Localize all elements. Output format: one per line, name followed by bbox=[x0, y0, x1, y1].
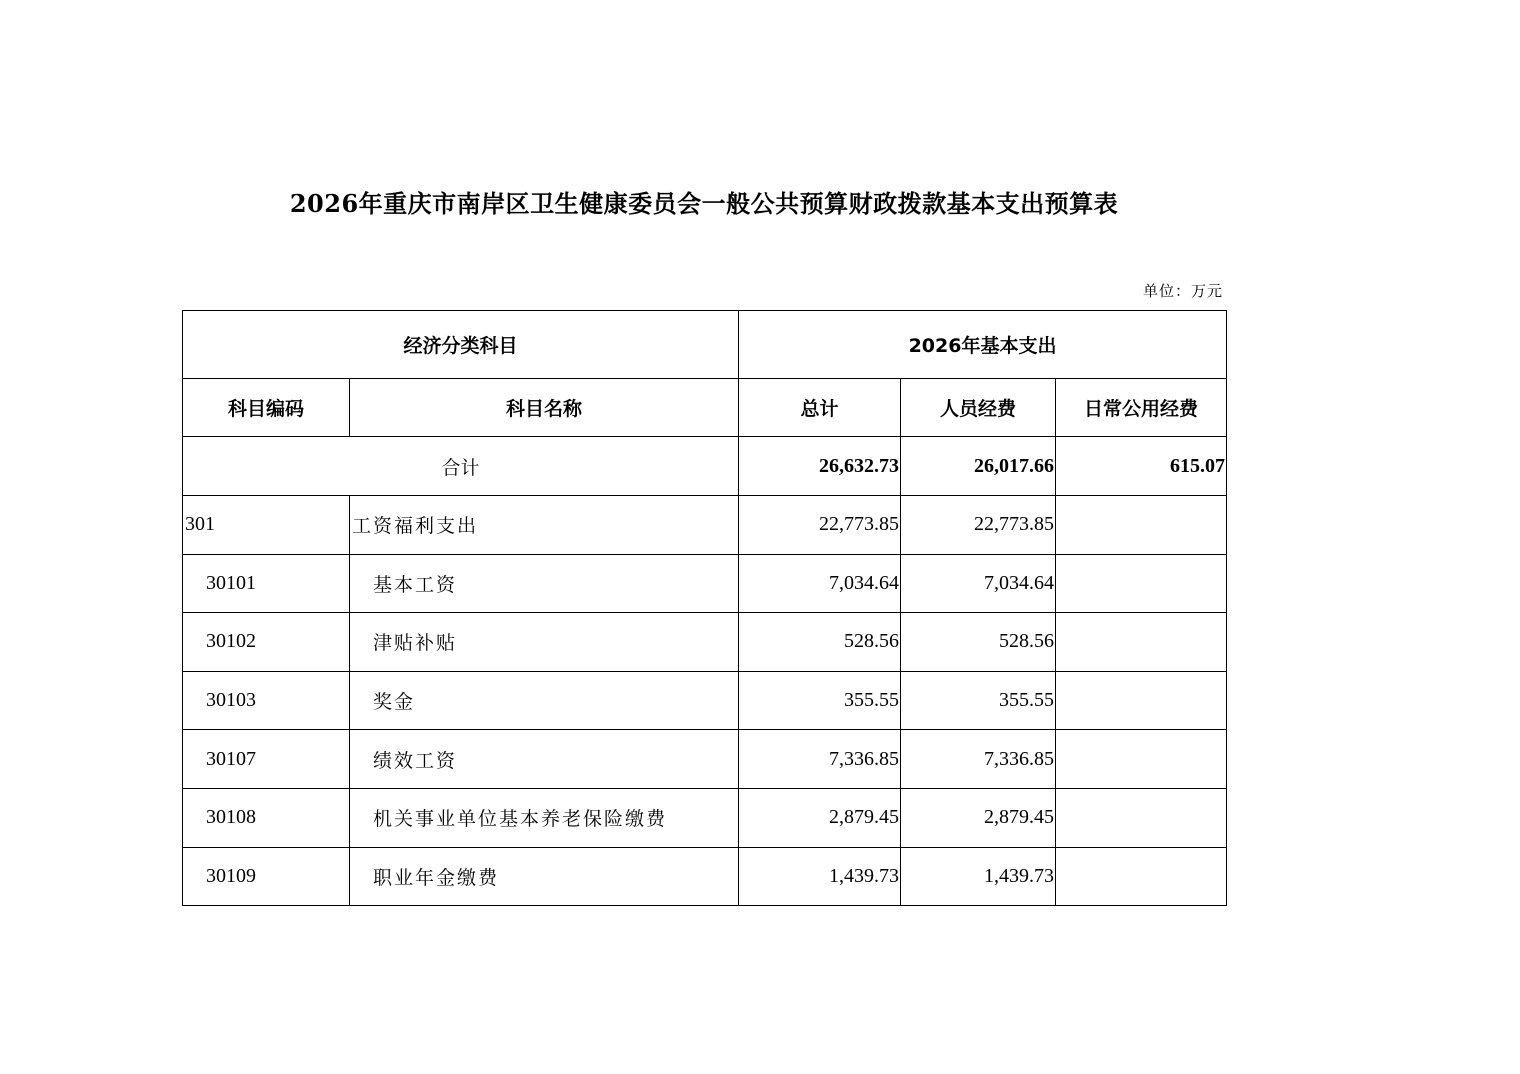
header-code: 科目编码 bbox=[183, 379, 350, 437]
table-row bbox=[183, 554, 1227, 613]
total-personnel: 26,017.66 bbox=[901, 437, 1056, 496]
table-row bbox=[183, 847, 1227, 906]
row-total: 7,336.85 bbox=[739, 730, 901, 789]
row-public bbox=[1056, 671, 1227, 730]
row-code: 30108 bbox=[183, 788, 350, 847]
header-basic-expenditure: 2026年基本支出 bbox=[739, 311, 1227, 379]
row-name: 机关事业单位基本养老保险缴费 bbox=[350, 788, 739, 847]
row-name: 职业年金缴费 bbox=[350, 847, 739, 906]
row-personnel: 7,336.85 bbox=[901, 730, 1056, 789]
total-public: 615.07 bbox=[1056, 437, 1227, 496]
row-code: 30103 bbox=[183, 671, 350, 730]
row-code: 30101 bbox=[183, 554, 350, 613]
page-title: 2026年重庆市南岸区卫生健康委员会一般公共预算财政拨款基本支出预算表 bbox=[289, 189, 1119, 218]
row-name: 津贴补贴 bbox=[350, 613, 739, 672]
row-personnel: 2,879.45 bbox=[901, 788, 1056, 847]
row-name: 绩效工资 bbox=[350, 730, 739, 789]
row-code: 30102 bbox=[183, 613, 350, 672]
header-name: 科目名称 bbox=[350, 379, 739, 437]
row-public bbox=[1056, 788, 1227, 847]
row-code: 301 bbox=[183, 496, 350, 555]
budget-table bbox=[182, 310, 1227, 906]
row-public bbox=[1056, 613, 1227, 672]
table-row bbox=[183, 788, 1227, 847]
table-row bbox=[183, 613, 1227, 672]
row-personnel: 355.55 bbox=[901, 671, 1056, 730]
row-name: 工资福利支出 bbox=[350, 496, 739, 555]
total-total: 26,632.73 bbox=[739, 437, 901, 496]
table-row bbox=[183, 496, 1227, 555]
row-total: 1,439.73 bbox=[739, 847, 901, 906]
table-row bbox=[183, 671, 1227, 730]
row-public bbox=[1056, 496, 1227, 555]
row-total: 355.55 bbox=[739, 671, 901, 730]
header-row-group bbox=[183, 311, 1227, 379]
header-row-columns bbox=[183, 379, 1227, 437]
row-public bbox=[1056, 847, 1227, 906]
header-total: 总计 bbox=[739, 379, 901, 437]
row-total: 528.56 bbox=[739, 613, 901, 672]
table-row bbox=[183, 730, 1227, 789]
row-name: 奖金 bbox=[350, 671, 739, 730]
total-label: 合计 bbox=[183, 437, 739, 496]
total-row bbox=[183, 437, 1227, 496]
row-total: 22,773.85 bbox=[739, 496, 901, 555]
row-public bbox=[1056, 554, 1227, 613]
row-public bbox=[1056, 730, 1227, 789]
row-personnel: 1,439.73 bbox=[901, 847, 1056, 906]
row-personnel: 528.56 bbox=[901, 613, 1056, 672]
row-code: 30109 bbox=[183, 847, 350, 906]
header-public: 日常公用经费 bbox=[1056, 379, 1227, 437]
row-total: 7,034.64 bbox=[739, 554, 901, 613]
row-code: 30107 bbox=[183, 730, 350, 789]
header-economic-category: 经济分类科目 bbox=[183, 311, 739, 379]
row-total: 2,879.45 bbox=[739, 788, 901, 847]
row-name: 基本工资 bbox=[350, 554, 739, 613]
unit-label: 单位：万元 bbox=[1142, 282, 1223, 300]
row-personnel: 7,034.64 bbox=[901, 554, 1056, 613]
header-personnel: 人员经费 bbox=[901, 379, 1056, 437]
row-personnel: 22,773.85 bbox=[901, 496, 1056, 555]
